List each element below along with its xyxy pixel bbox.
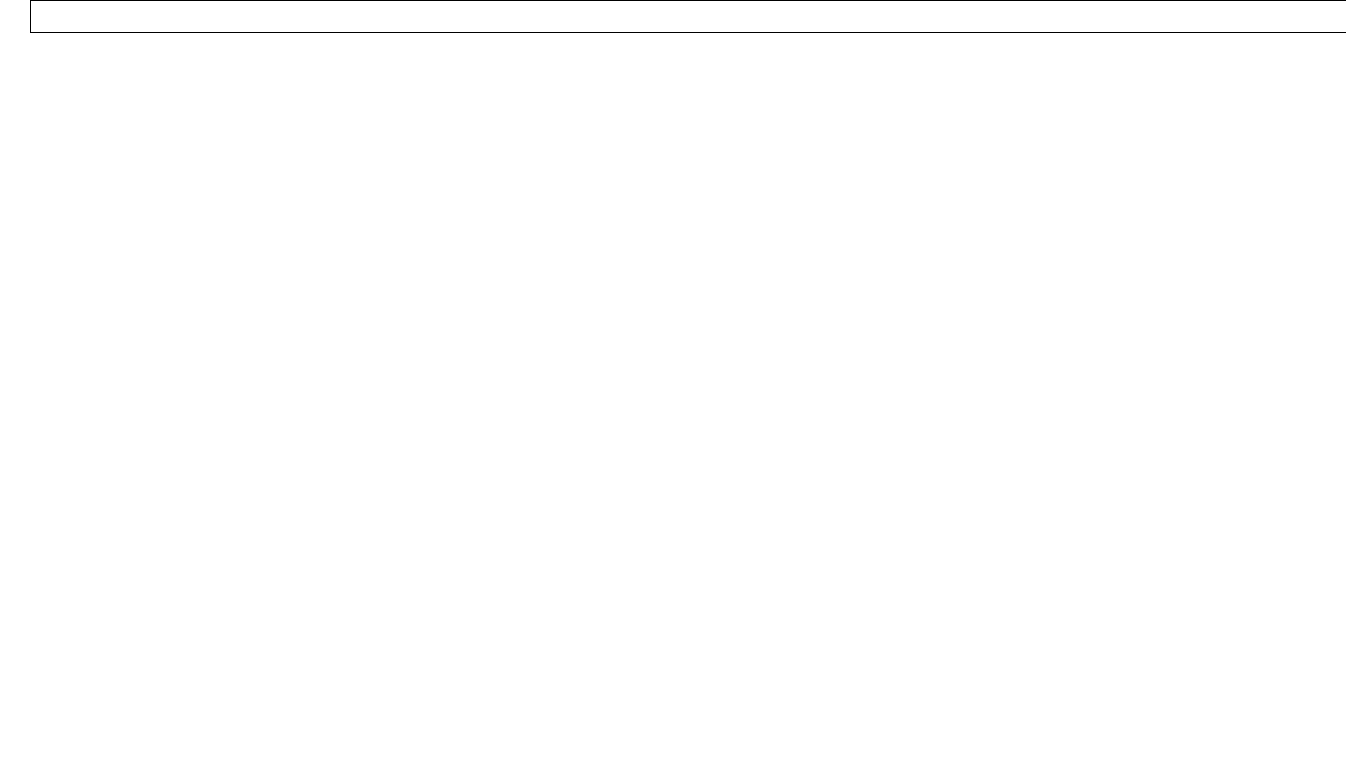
recruitment-table	[30, 0, 1346, 90]
page-title	[31, 1, 1346, 33]
column-header-row	[31, 33, 1346, 90]
